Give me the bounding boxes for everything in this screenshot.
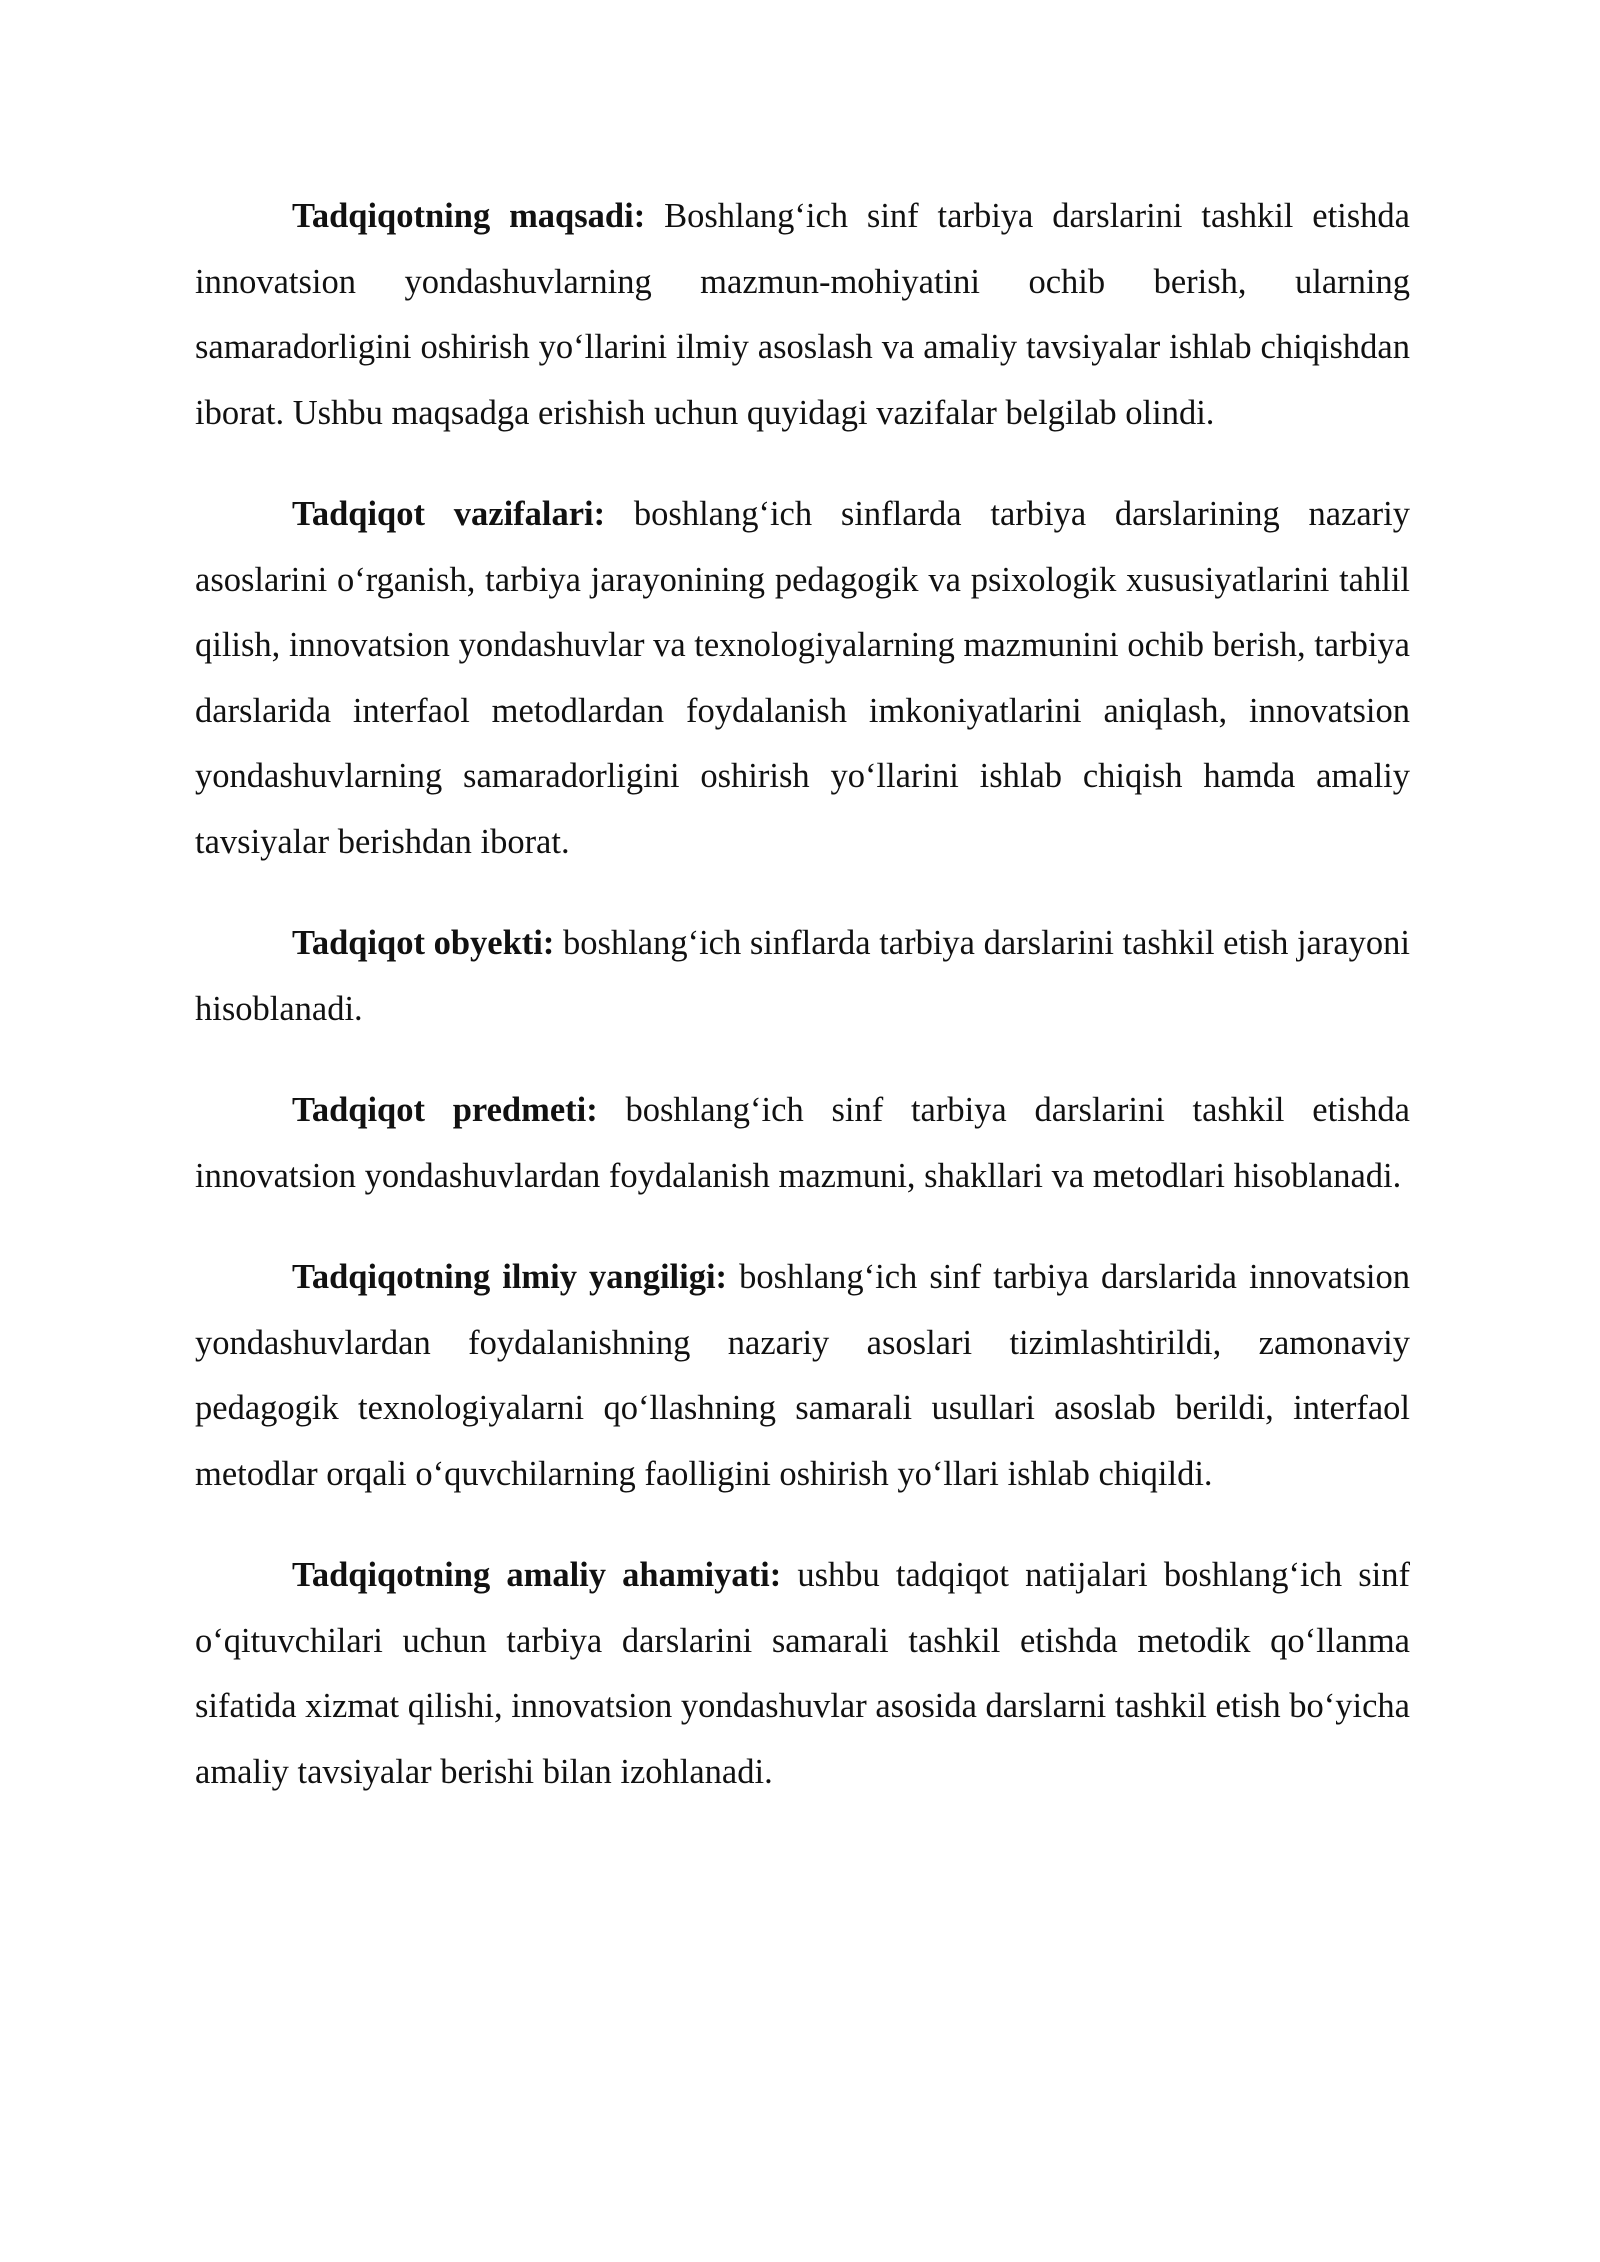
- term-label: Tadqiqotning ilmiy yangiligi:: [292, 1258, 728, 1296]
- paragraph-text: Boshlang‘ich sinf tarbiya darslarini tashkil etishda innovatsion yondashuvlarning mazmun-mohiyatini ochib berish, ularning samaradorligini oshirish yo‘llarini ilmiy asoslash va amaliy tavsiyalar ishlab chiqishdan iborat. Ushbu maqsadga erishish uchun quyidagi vazifalar belgilab olindi.: [195, 197, 1410, 432]
- document-body: [195, 184, 1410, 1841]
- term-label: Tadqiqot predmeti:: [292, 1091, 598, 1129]
- paragraph-research-subject: [195, 1078, 1410, 1209]
- paragraph-research-goal: [195, 184, 1410, 446]
- paragraph-text: boshlang‘ich sinflarda tarbiya darslarini tashkil etish jarayoni hisoblanadi.: [195, 924, 1410, 1028]
- paragraph-research-object: [195, 911, 1410, 1042]
- paragraph-research-tasks: [195, 482, 1410, 875]
- term-label: Tadqiqot vazifalari:: [292, 495, 606, 533]
- paragraph-text: boshlang‘ich sinf tarbiya darslarida innovatsion yondashuvlardan foydalanishning nazariy asoslari tizimlashtirildi, zamonaviy pedagogik texnologiyalarni qo‘llashning samarali usullari asoslab berildi, interfaol metodlar orqali o‘quvchilarning faolligini oshirish yo‘llari ishlab chiqildi.: [195, 1258, 1410, 1493]
- paragraph-scientific-novelty: [195, 1245, 1410, 1507]
- paragraph-practical-significance: [195, 1543, 1410, 1805]
- paragraph-text: boshlang‘ich sinflarda tarbiya darslarining nazariy asoslarini o‘rganish, tarbiya jarayonining pedagogik va psixologik xususiyatlarini tahlil qilish, innovatsion yondashuvlar va texnologiyalarning mazmunini ochib berish, tarbiya darslarida interfaol metodlardan foydalanish imkoniyatlarini aniqlash, innovatsion yondashuvlarning samaradorligini oshirish yo‘llarini ishlab chiqish hamda amaliy tavsiyalar berishdan iborat.: [195, 495, 1410, 861]
- paragraph-text: ushbu tadqiqot natijalari boshlang‘ich sinf o‘qituvchilari uchun tarbiya darslarini samarali tashkil etishda metodik qo‘llanma sifatida xizmat qilishi, innovatsion yondashuvlar asosida darslarni tashkil etish bo‘yicha amaliy tavsiyalar berishi bilan izohlanadi.: [195, 1556, 1410, 1791]
- term-label: Tadqiqotning maqsadi:: [292, 197, 646, 235]
- term-label: Tadqiqotning amaliy ahamiyati:: [292, 1556, 782, 1594]
- term-label: Tadqiqot obyekti:: [292, 924, 555, 962]
- paragraph-text: boshlang‘ich sinf tarbiya darslarini tashkil etishda innovatsion yondashuvlardan foydalanish mazmuni, shakllari va metodlari hisoblanadi.: [195, 1091, 1410, 1195]
